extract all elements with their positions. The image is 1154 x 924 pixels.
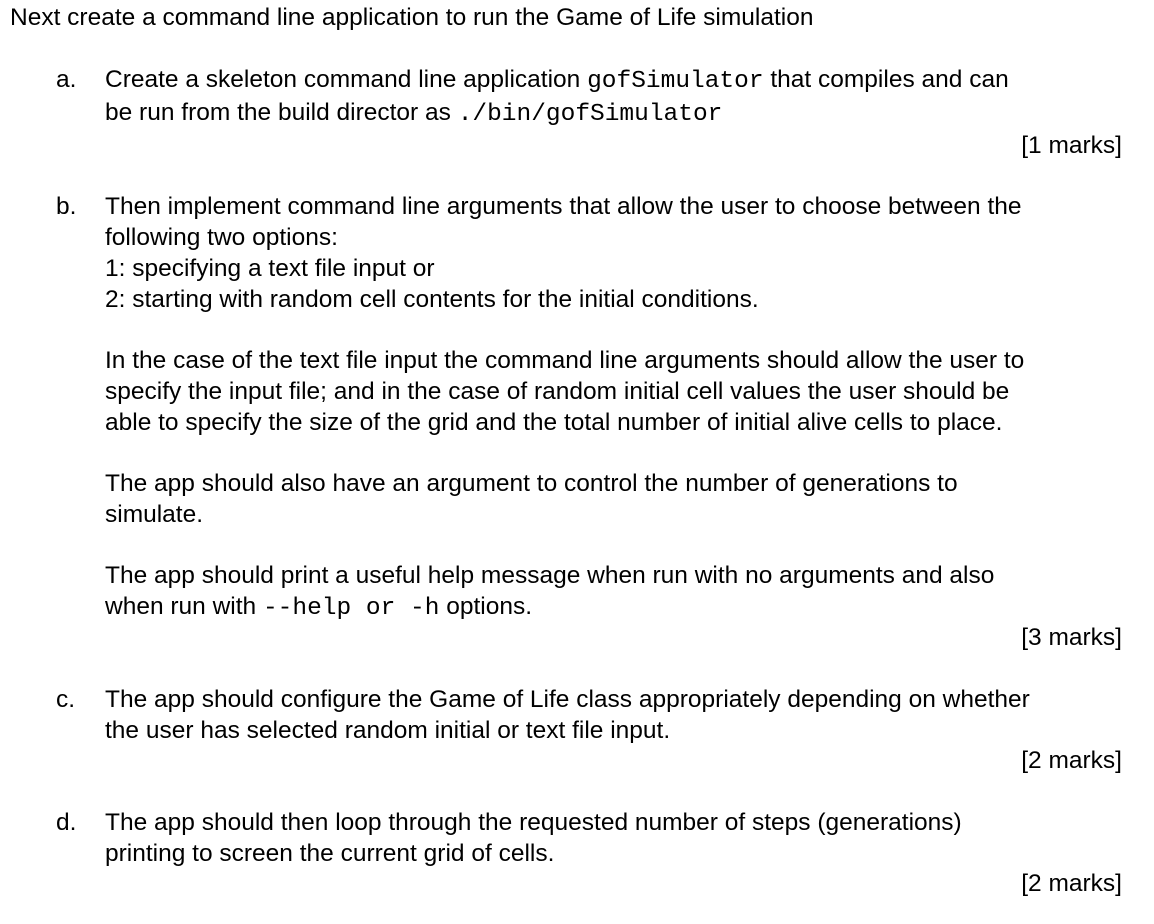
marks-label: [2 marks] (1021, 870, 1122, 897)
text-segment: be run from the build director as (105, 99, 458, 126)
item-line: In the case of the text file input the command line arguments should allow the user to (105, 347, 1025, 374)
item-body (105, 807, 1125, 869)
text-segment: that compiles and can (763, 66, 1009, 93)
item-line: 2: starting with random cell contents for the initial conditions. (105, 286, 759, 313)
item-line: printing to screen the current grid of cells. (105, 840, 555, 867)
marks-label: [3 marks] (1021, 624, 1122, 651)
marks-label: [1 marks] (1021, 132, 1122, 159)
item-letter: d. (56, 809, 77, 836)
item-line: The app should configure the Game of Life class appropriately depending on whether (105, 686, 1030, 713)
item-line: The app should print a useful help message when run with no arguments and also (105, 562, 995, 589)
item-line (105, 97, 1125, 130)
item-body (105, 684, 1125, 746)
item-body (105, 191, 1125, 624)
item-line: following two options: (105, 224, 338, 251)
text-segment: Create a skeleton command line application (105, 66, 588, 93)
item-line: The app should then loop through the requested number of steps (generations) (105, 809, 962, 836)
item-body (105, 64, 1125, 130)
code-segment: gofSimulator (587, 68, 764, 95)
code-segment: ./bin/gofSimulator (457, 101, 723, 128)
item-line (105, 591, 1125, 624)
text-segment: when run with (105, 593, 263, 620)
item-line: Then implement command line arguments that allow the user to choose between the (105, 193, 1022, 220)
item-line: The app should also have an argument to control the number of generations to (105, 470, 958, 497)
item-line (105, 64, 1125, 97)
code-segment: --help or -h (262, 595, 440, 622)
item-line: 1: specifying a text file input or (105, 255, 435, 282)
text-segment: options. (439, 593, 533, 620)
marks-label: [2 marks] (1021, 747, 1122, 774)
item-line: able to specify the size of the grid and the total number of initial alive cells to place. (105, 409, 1003, 436)
intro-heading: Next create a command line application to run the Game of Life simulation (10, 4, 814, 31)
item-line: specify the input file; and in the case of random initial cell values the user should be (105, 378, 1010, 405)
item-letter: c. (56, 686, 76, 713)
item-line: the user has selected random initial or text file input. (105, 717, 671, 744)
item-line: simulate. (105, 501, 204, 528)
item-letter: b. (56, 193, 77, 220)
item-letter: a. (56, 66, 77, 93)
